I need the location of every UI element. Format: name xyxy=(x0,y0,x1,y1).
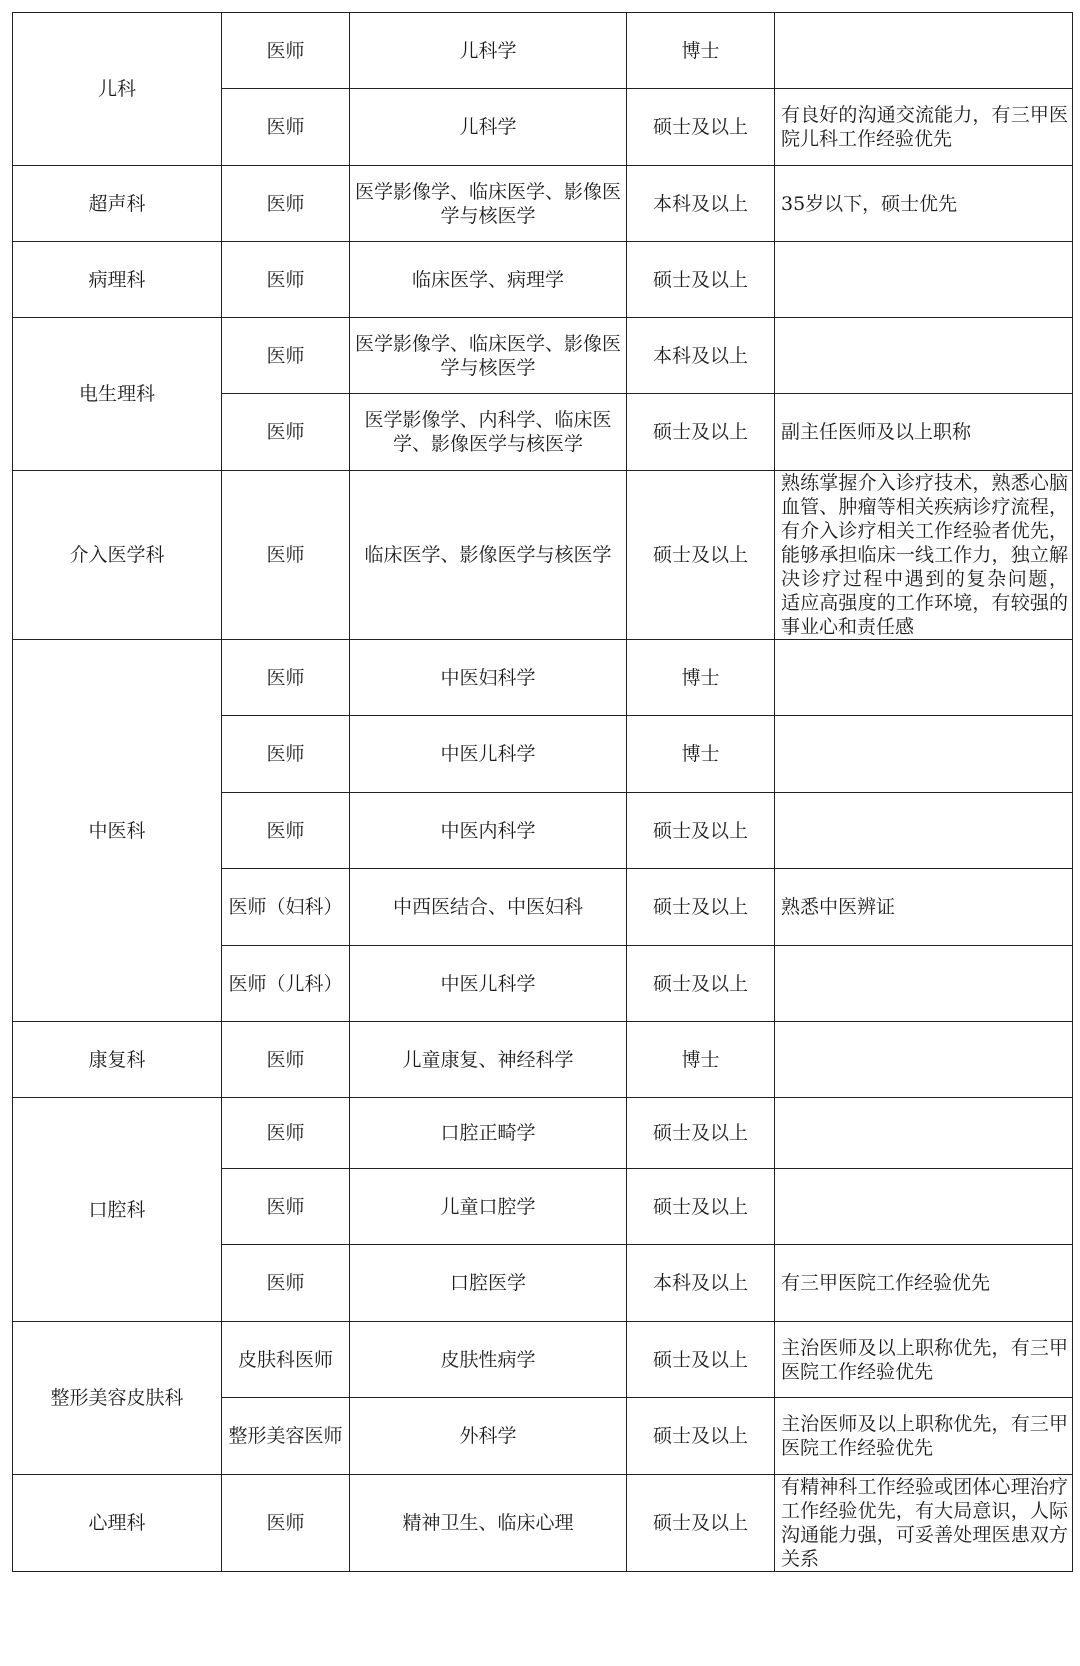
department-cell: 儿科 xyxy=(13,13,222,166)
notes-cell: 有良好的沟通交流能力，有三甲医院儿科工作经验优先 xyxy=(775,89,1073,166)
major-cell: 中医儿科学 xyxy=(350,716,627,793)
position-cell: 医师 xyxy=(222,89,350,166)
table-body xyxy=(13,13,1073,1572)
major-cell: 皮肤性病学 xyxy=(350,1322,627,1398)
major-cell: 中医儿科学 xyxy=(350,946,627,1022)
education-cell: 硕士及以上 xyxy=(627,89,775,166)
table-row xyxy=(13,1098,1073,1169)
recruitment-table xyxy=(12,12,1073,1572)
notes-cell: 有精神科工作经验或团体心理治疗工作经验优先，有大局意识，人际沟通能力强，可妥善处理医患双方关系 xyxy=(775,1475,1073,1572)
major-cell: 医学影像学、临床医学、影像医学与核医学 xyxy=(350,166,627,242)
department-cell: 超声科 xyxy=(13,166,222,242)
major-cell: 临床医学、影像医学与核医学 xyxy=(350,471,627,640)
position-cell: 医师 xyxy=(222,394,350,471)
position-cell: 医师 xyxy=(222,1245,350,1322)
notes-cell xyxy=(775,1169,1073,1245)
table-row xyxy=(13,13,1073,89)
position-cell: 医师 xyxy=(222,1169,350,1245)
table-row xyxy=(13,1475,1073,1572)
notes-cell: 主治医师及以上职称优先，有三甲医院工作经验优先 xyxy=(775,1398,1073,1475)
notes-cell xyxy=(775,946,1073,1022)
position-cell: 医师（妇科） xyxy=(222,869,350,946)
major-cell: 临床医学、病理学 xyxy=(350,242,627,318)
education-cell: 博士 xyxy=(627,716,775,793)
major-cell: 儿童康复、神经科学 xyxy=(350,1022,627,1098)
position-cell: 医师 xyxy=(222,242,350,318)
department-cell: 康复科 xyxy=(13,1022,222,1098)
major-cell: 医学影像学、临床医学、影像医学与核医学 xyxy=(350,318,627,394)
table-row xyxy=(13,640,1073,716)
department-cell: 心理科 xyxy=(13,1475,222,1572)
education-cell: 硕士及以上 xyxy=(627,1098,775,1169)
notes-cell: 熟练掌握介入诊疗技术，熟悉心脑血管、肿瘤等相关疾病诊疗流程，有介入诊疗相关工作经验者优先，能够承担临床一线工作力，独立解决诊疗过程中遇到的复杂问题， 适应高强度的工作环境，有较强的事业心和责任感 xyxy=(775,471,1073,640)
position-cell: 医师 xyxy=(222,793,350,869)
department-cell: 整形美容皮肤科 xyxy=(13,1322,222,1475)
education-cell: 硕士及以上 xyxy=(627,946,775,1022)
notes-cell xyxy=(775,1022,1073,1098)
notes-cell xyxy=(775,318,1073,394)
education-cell: 本科及以上 xyxy=(627,166,775,242)
table-row xyxy=(13,242,1073,318)
major-cell: 中医妇科学 xyxy=(350,640,627,716)
major-cell: 儿科学 xyxy=(350,89,627,166)
education-cell: 博士 xyxy=(627,1022,775,1098)
department-cell: 介入医学科 xyxy=(13,471,222,640)
major-cell: 中医内科学 xyxy=(350,793,627,869)
department-cell: 中医科 xyxy=(13,640,222,1022)
department-cell: 病理科 xyxy=(13,242,222,318)
position-cell: 医师 xyxy=(222,318,350,394)
table-row xyxy=(13,1022,1073,1098)
position-cell: 医师 xyxy=(222,716,350,793)
major-cell: 儿童口腔学 xyxy=(350,1169,627,1245)
education-cell: 本科及以上 xyxy=(627,1245,775,1322)
education-cell: 博士 xyxy=(627,13,775,89)
position-cell: 医师 xyxy=(222,13,350,89)
notes-cell: 主治医师及以上职称优先，有三甲医院工作经验优先 xyxy=(775,1322,1073,1398)
position-cell: 医师 xyxy=(222,166,350,242)
major-cell: 口腔正畸学 xyxy=(350,1098,627,1169)
education-cell: 硕士及以上 xyxy=(627,869,775,946)
table-row xyxy=(13,166,1073,242)
position-cell: 医师 xyxy=(222,1475,350,1572)
education-cell: 硕士及以上 xyxy=(627,1322,775,1398)
education-cell: 硕士及以上 xyxy=(627,394,775,471)
notes-cell xyxy=(775,1098,1073,1169)
notes-cell xyxy=(775,640,1073,716)
education-cell: 硕士及以上 xyxy=(627,471,775,640)
department-cell: 口腔科 xyxy=(13,1098,222,1322)
major-cell: 儿科学 xyxy=(350,13,627,89)
notes-cell xyxy=(775,716,1073,793)
education-cell: 硕士及以上 xyxy=(627,1169,775,1245)
notes-cell: 熟悉中医辨证 xyxy=(775,869,1073,946)
table-row xyxy=(13,1322,1073,1398)
position-cell: 医师 xyxy=(222,640,350,716)
education-cell: 本科及以上 xyxy=(627,318,775,394)
position-cell: 皮肤科医师 xyxy=(222,1322,350,1398)
notes-cell: 有三甲医院工作经验优先 xyxy=(775,1245,1073,1322)
notes-cell xyxy=(775,242,1073,318)
major-cell: 口腔医学 xyxy=(350,1245,627,1322)
education-cell: 硕士及以上 xyxy=(627,793,775,869)
department-cell: 电生理科 xyxy=(13,318,222,471)
major-cell: 中西医结合、中医妇科 xyxy=(350,869,627,946)
education-cell: 硕士及以上 xyxy=(627,1398,775,1475)
notes-cell: 35岁以下，硕士优先 xyxy=(775,166,1073,242)
education-cell: 硕士及以上 xyxy=(627,242,775,318)
table-row xyxy=(13,318,1073,394)
education-cell: 硕士及以上 xyxy=(627,1475,775,1572)
table-row xyxy=(13,471,1073,640)
position-cell: 医师 xyxy=(222,471,350,640)
position-cell: 整形美容医师 xyxy=(222,1398,350,1475)
position-cell: 医师 xyxy=(222,1098,350,1169)
position-cell: 医师（儿科） xyxy=(222,946,350,1022)
position-cell: 医师 xyxy=(222,1022,350,1098)
major-cell: 精神卫生、临床心理 xyxy=(350,1475,627,1572)
major-cell: 外科学 xyxy=(350,1398,627,1475)
education-cell: 博士 xyxy=(627,640,775,716)
notes-cell: 副主任医师及以上职称 xyxy=(775,394,1073,471)
notes-cell xyxy=(775,13,1073,89)
notes-cell xyxy=(775,793,1073,869)
major-cell: 医学影像学、内科学、临床医学、影像医学与核医学 xyxy=(350,394,627,471)
